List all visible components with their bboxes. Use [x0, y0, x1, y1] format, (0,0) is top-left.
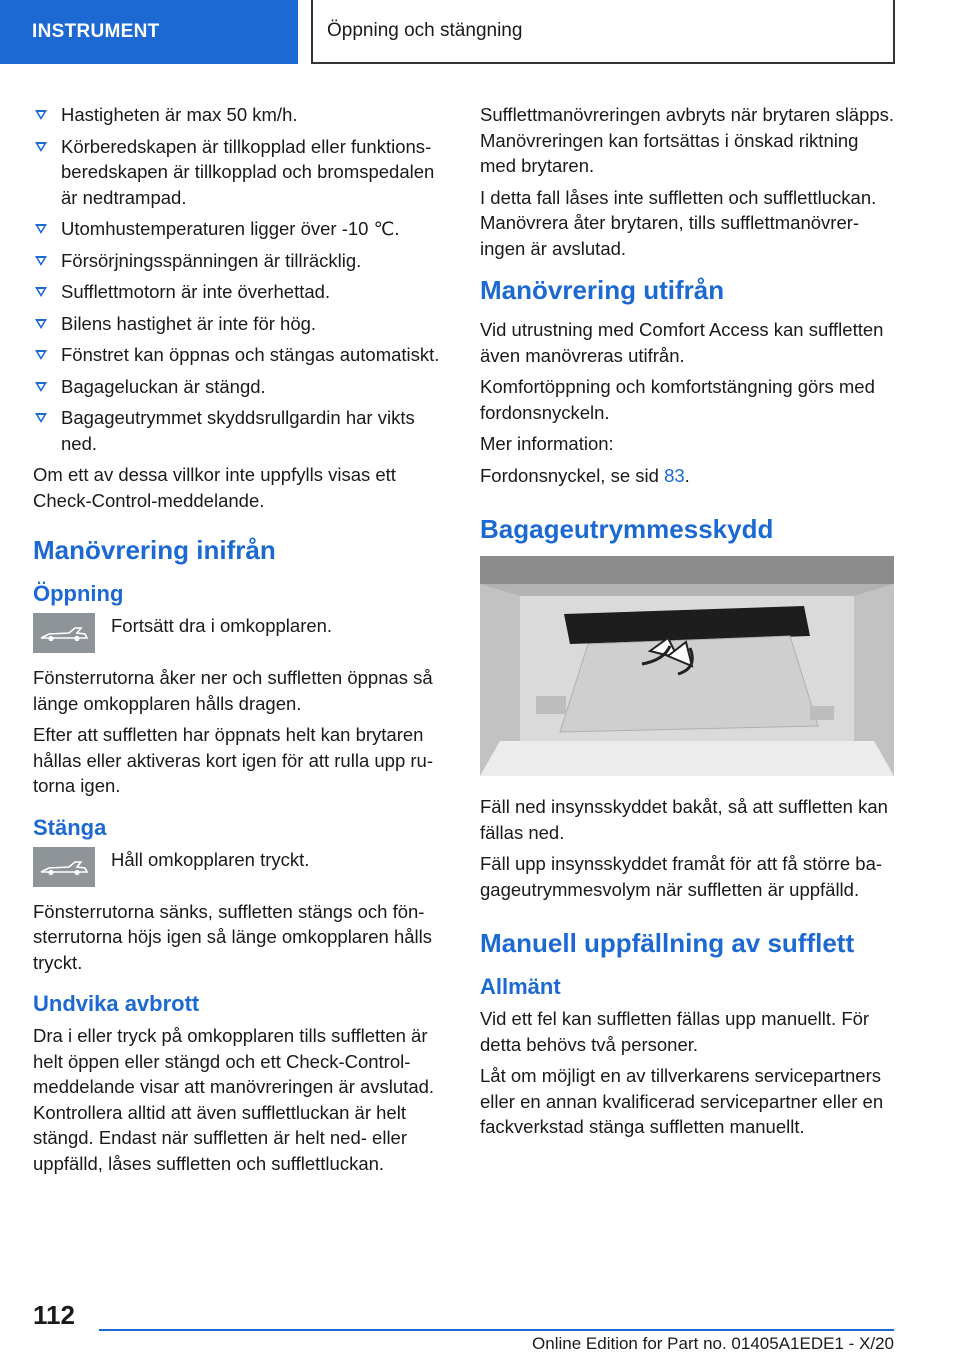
outside-paragraph-3: Mer information:	[480, 433, 614, 454]
convertible-car-icon	[33, 613, 95, 653]
general-paragraph-1: Vid ett fel kan suffletten fällas upp manuellt. För detta behövs två personer.	[480, 1008, 870, 1055]
list-item: Hastigheten är max 50 km/h.	[33, 102, 451, 128]
triangle-bullet-icon	[35, 319, 47, 329]
heading-inside-operation: Manövrering inifrån	[33, 535, 276, 565]
list-item: Bagageutrymmet skyddsrullgardin har vikts ned.	[33, 405, 451, 456]
triangle-bullet-icon	[35, 350, 47, 360]
list-item: Bilens hastighet är inte för hög.	[33, 311, 451, 337]
right-column	[480, 102, 898, 1146]
open-paragraph-1: Fönsterrutorna åker ner och suffletten öppnas så länge omkopplaren hålls dragen.	[33, 667, 433, 714]
heading-general: Allmänt	[480, 974, 561, 999]
triangle-bullet-icon	[35, 382, 47, 392]
triangle-bullet-icon	[35, 287, 47, 297]
heading-outside-operation: Manövrering utifrån	[480, 275, 725, 305]
list-item: Fönstret kan öppnas och stängas automatiskt.	[33, 342, 451, 368]
header-section-label: INSTRUMENT	[32, 21, 160, 42]
list-item: Sufflettmotorn är inte överhettad.	[33, 279, 451, 305]
cover-paragraph-1: Fäll ned insynsskyddet bakåt, så att suffletten kan fällas ned.	[480, 796, 888, 843]
heading-manual-raise: Manuell uppfällning av sufflett	[480, 928, 855, 958]
footer-divider	[99, 1329, 894, 1331]
conditions-note: Om ett av dessa villkor inte uppfylls visas ett Check-Control-meddelande.	[33, 464, 396, 511]
header-section-tab[interactable]	[0, 0, 298, 64]
conditions-list	[33, 102, 451, 456]
page-title: Öppning och stängning	[327, 20, 523, 41]
footer-edition-text: Online Edition for Part no. 01405A1EDE1 - X/20	[532, 1334, 894, 1353]
cover-paragraph-2: Fäll upp insynsskyddet framåt för att få större bagageutrymmesvolym när suffletten är uppfälld.	[480, 853, 883, 900]
triangle-bullet-icon	[35, 413, 47, 423]
general-paragraph-2: Låt om möjligt en av tillverkarens servicepartners eller en annan kvalificerad servicepartner eller en fackverkstad stänga suffletten manuellt.	[480, 1065, 884, 1137]
triangle-bullet-icon	[35, 110, 47, 120]
heading-closing: Stänga	[33, 814, 107, 840]
list-item: Bagageluckan är stängd.	[33, 374, 451, 400]
heading-opening: Öppning	[33, 581, 124, 606]
page-reference-link[interactable]: 83	[664, 464, 685, 486]
outside-paragraph-2: Komfortöppning och komfortstängning görs med fordonsnyckeln.	[480, 376, 875, 423]
luggage-compartment-photo	[480, 556, 894, 776]
open-instruction-text: Fortsätt dra i omkopplaren.	[111, 615, 333, 636]
page-number: 112	[33, 1300, 75, 1330]
convertible-car-icon	[33, 847, 95, 887]
list-item: Körberedskapen är tillkopplad eller funktionsberedskapen är tillkopplad och bromspedalen är nedtrampad.	[33, 134, 451, 211]
right-paragraph-2: I detta fall låses inte suffletten och sufflettluckan. Manövrera åter brytaren, tills sufflettmanövreringen är avslutad.	[480, 186, 877, 259]
heading-avoid-interruption: Undvika avbrott	[33, 991, 200, 1016]
list-item: Utomhustemperaturen ligger över -10 ℃.	[33, 216, 451, 242]
right-paragraph-1: Sufflettmanövreringen avbryts när brytaren släpps. Manövreringen kan fortsättas i önskad riktning med brytaren.	[480, 104, 895, 176]
outside-paragraph-1: Vid utrustning med Comfort Access kan suffletten även manövreras utifrån.	[480, 319, 884, 366]
heading-luggage-cover: Bagageutrymmesskydd	[480, 514, 774, 544]
avoid-paragraph: Dra i eller tryck på omkopplaren tills suffletten är helt öppen eller stängd och ett Check-Control-meddelande visar att manövreringen är avslutad. Kontrollera alltid att även sufflettluckan är helt stängd. Endast när suffletten är helt ned- eller uppfälld, låses suffletten och sufflettluckan.	[33, 1025, 435, 1174]
left-column	[33, 102, 451, 1182]
triangle-bullet-icon	[35, 142, 47, 152]
list-item: Försörjningsspänningen är tillräcklig.	[33, 248, 451, 274]
close-paragraph-1: Fönsterrutorna sänks, suffletten stängs och fönsterrutorna höjs igen så länge omkopplaren hålls tryckt.	[33, 900, 433, 973]
close-instruction-text: Håll omkopplaren tryckt.	[111, 848, 310, 870]
open-instruction-row	[33, 613, 451, 653]
header-title-box	[311, 0, 895, 64]
open-paragraph-2: Efter att suffletten har öppnats helt kan brytaren hållas eller aktiveras kort igen för att rulla upp rutorna igen.	[33, 724, 434, 796]
outside-paragraph-4: Fordonsnyckel, se sid 83.	[480, 464, 690, 486]
triangle-bullet-icon	[35, 224, 47, 234]
close-instruction-row	[33, 847, 451, 887]
triangle-bullet-icon	[35, 256, 47, 266]
